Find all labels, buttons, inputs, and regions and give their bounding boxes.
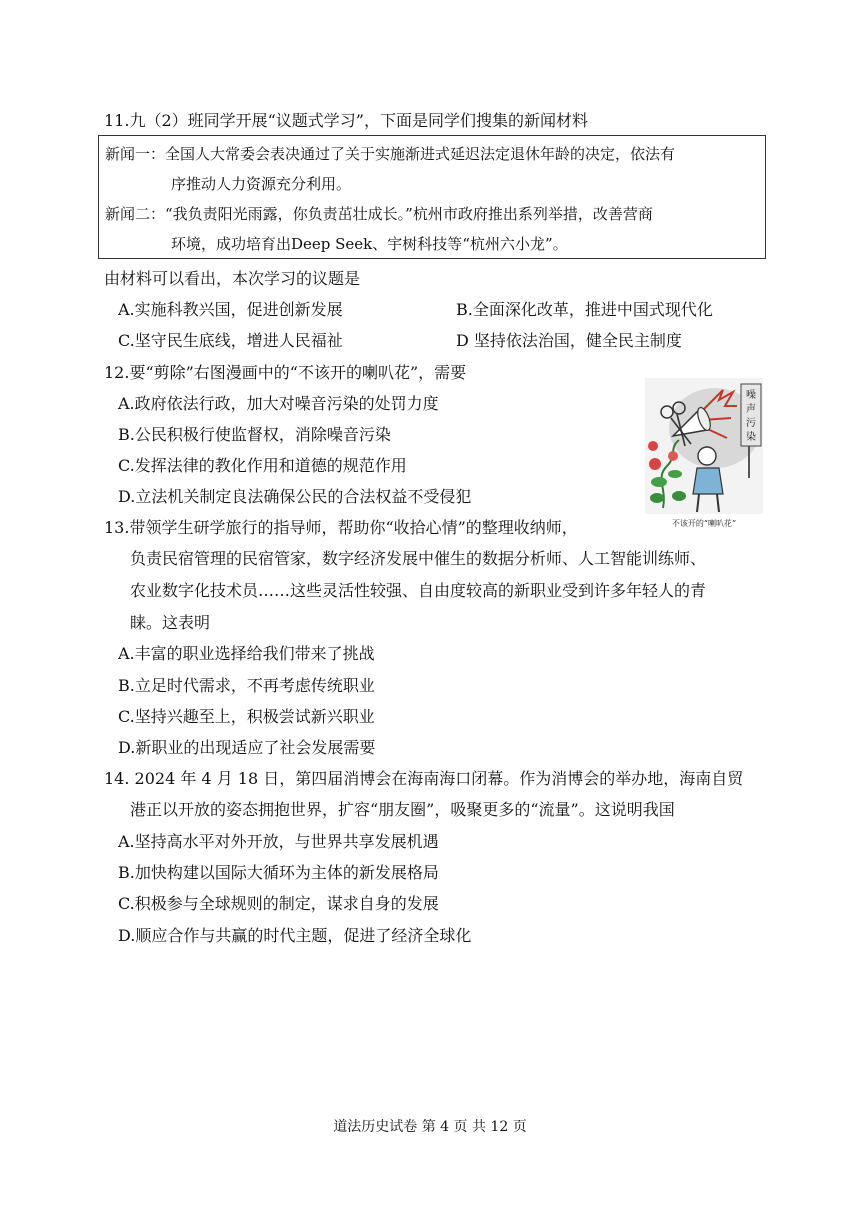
q14-stem-line2: 港正以开放的姿态拥抱世界，扩容“朋友圈”，吸聚更多的“流量”。这说明我国: [130, 800, 675, 819]
q14-option-b[interactable]: B.加快构建以国际大循环为主体的新发展格局: [118, 863, 439, 882]
q13-option-a[interactable]: A.丰富的职业选择给我们带来了挑战: [118, 644, 375, 663]
cartoon-caption: 不该开的“喇叭花”: [671, 519, 737, 528]
news2-line1: 新闻二：“我负责阳光雨露，你负责茁壮成长。”杭州市政府推出系列举措，改善营商: [105, 205, 653, 223]
q11-option-d[interactable]: D 坚持依法治国，健全民主制度: [456, 331, 682, 350]
news1-line2: 序推动人力资源充分利用。: [171, 175, 352, 193]
q14-option-d[interactable]: D.顺应合作与共赢的时代主题，促进了经济全球化: [118, 926, 472, 945]
q11-option-b[interactable]: B.全面深化改革，推进中国式现代化: [456, 300, 713, 319]
sign-char-3: 污: [746, 418, 756, 429]
q13-option-d[interactable]: D.新职业的出现适应了社会发展需要: [118, 738, 376, 757]
q12-option-c[interactable]: C.发挥法律的教化作用和道德的规范作用: [118, 456, 407, 475]
q14-option-c[interactable]: C.积极参与全球规则的制定，谋求自身的发展: [118, 894, 439, 913]
sign-char-4: 染: [746, 432, 756, 443]
trumpet-flower-cartoon: [645, 378, 763, 530]
sign-char-2: 声: [746, 404, 756, 415]
q13-stem-line1: 13.带领学生研学旅行的指导师，帮助你“收拾心情”的整理收纳师，: [104, 518, 578, 537]
news2-line2: 环境，成功培育出Deep Seek、宇树科技等“杭州六小龙”。: [171, 235, 568, 253]
q12-stem: 12.要“剪除”右图漫画中的“不该开的喇叭花”，需要: [104, 363, 467, 382]
sign-char-1: 噪: [746, 390, 756, 401]
q13-option-c[interactable]: C.坚持兴趣至上，积极尝试新兴职业: [118, 707, 375, 726]
news1-line1: 新闻一：全国人大常委会表决通过了关于实施渐进式延迟法定退休年龄的决定，依法有: [105, 145, 676, 163]
q13-stem-line4: 睐。这表明: [130, 613, 211, 632]
q14-stem-line1: 14. 2024 年 4 月 18 日，第四届消博会在海南海口闭幕。作为消博会的举办地，海南自贸: [104, 769, 744, 788]
q12-option-d[interactable]: D.立法机关制定良法确保公民的合法权益不受侵犯: [118, 487, 472, 506]
q13-stem-line3: 农业数字化技术员……这些灵活性较强、自由度较高的新职业受到许多年轻人的青: [130, 581, 707, 600]
q14-option-a[interactable]: A.坚持高水平对外开放，与世界共享发展机遇: [118, 832, 439, 851]
q13-option-b[interactable]: B.立足时代需求，不再考虑传统职业: [118, 676, 375, 695]
q11-stem: 11.九（2）班同学开展“议题式学习”，下面是同学们搜集的新闻材料: [104, 111, 588, 130]
q12-option-b[interactable]: B.公民积极行使监督权，消除噪音污染: [118, 425, 391, 444]
q11-option-a[interactable]: A.实施科教兴国，促进创新发展: [118, 300, 343, 319]
q11-option-c[interactable]: C.坚守民生底线，增进人民福祉: [118, 331, 343, 350]
q13-stem-line2: 负责民宿管理的民宿管家，数字经济发展中催生的数据分析师、人工智能训练师、: [130, 549, 707, 568]
cartoon-illustration: [645, 378, 763, 530]
page-footer: 道法历史试卷 第 4 页 共 12 页: [333, 1119, 527, 1135]
q11-question: 由材料可以看出，本次学习的议题是: [104, 269, 361, 288]
q12-option-a[interactable]: A.政府依法行政，加大对噪音污染的处罚力度: [118, 394, 439, 413]
news-material-box: [98, 135, 766, 259]
